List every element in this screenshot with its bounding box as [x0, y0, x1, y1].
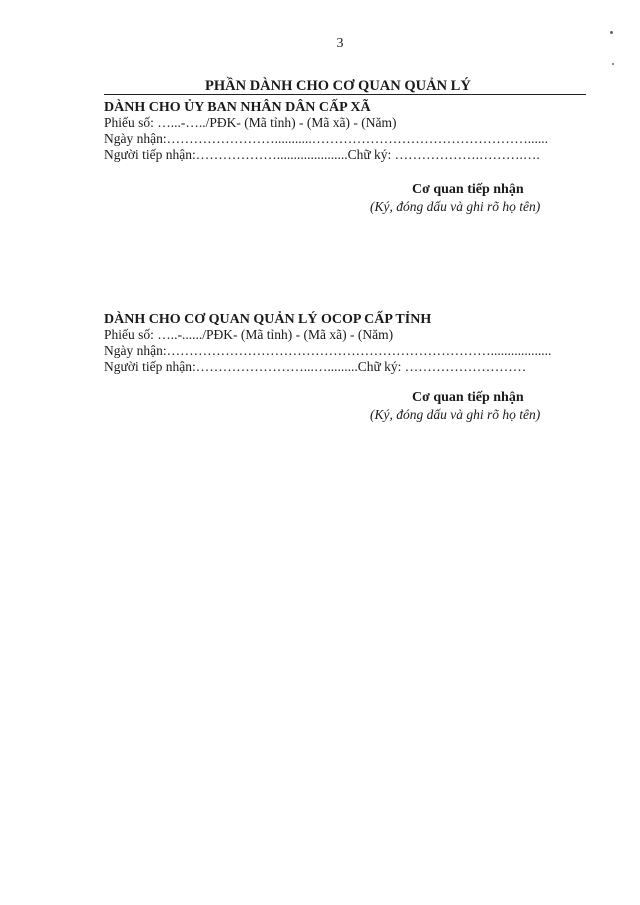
scan-speck: [610, 31, 613, 34]
receiver-signature-line: Người tiếp nhận:……………………...….........Chữ ký: ………………………: [104, 359, 527, 374]
ticket-number-line: Phiếu số: …...-…../PĐK- (Mã tỉnh) - (Mã xã) - (Năm): [104, 115, 397, 130]
section-heading: DÀNH CHO CƠ QUAN QUẢN LÝ OCOP CẤP TỈNH: [104, 312, 432, 327]
receiver-signature-line: Người tiếp nhận:……………….....................Chữ ký: ……………….……….….: [104, 147, 540, 162]
page-number: 3: [336, 36, 344, 51]
receiving-agency-title: Cơ quan tiếp nhận: [412, 182, 524, 197]
received-date-line: Ngày nhận:……………………...........…………………………………………......: [104, 131, 548, 146]
scan-speck: [612, 63, 614, 65]
section-provincial-ocop: [104, 312, 574, 375]
received-date-line: Ngày nhận:………………………………………………………………..................: [104, 343, 552, 358]
title-divider: [104, 94, 586, 95]
page-title: PHẦN DÀNH CHO CƠ QUAN QUẢN LÝ: [205, 78, 471, 94]
section-heading: DÀNH CHO ỦY BAN NHÂN DÂN CẤP XÃ: [104, 100, 371, 115]
ticket-number-line: Phiếu số: …..-....../PĐK- (Mã tỉnh) - (Mã xã) - (Năm): [104, 327, 394, 342]
signature-instruction: (Ký, đóng dấu và ghi rõ họ tên): [370, 407, 541, 422]
receiving-agency-title: Cơ quan tiếp nhận: [412, 390, 524, 405]
signature-instruction: (Ký, đóng dấu và ghi rõ họ tên): [370, 199, 541, 214]
section-commune-committee: [104, 100, 574, 163]
